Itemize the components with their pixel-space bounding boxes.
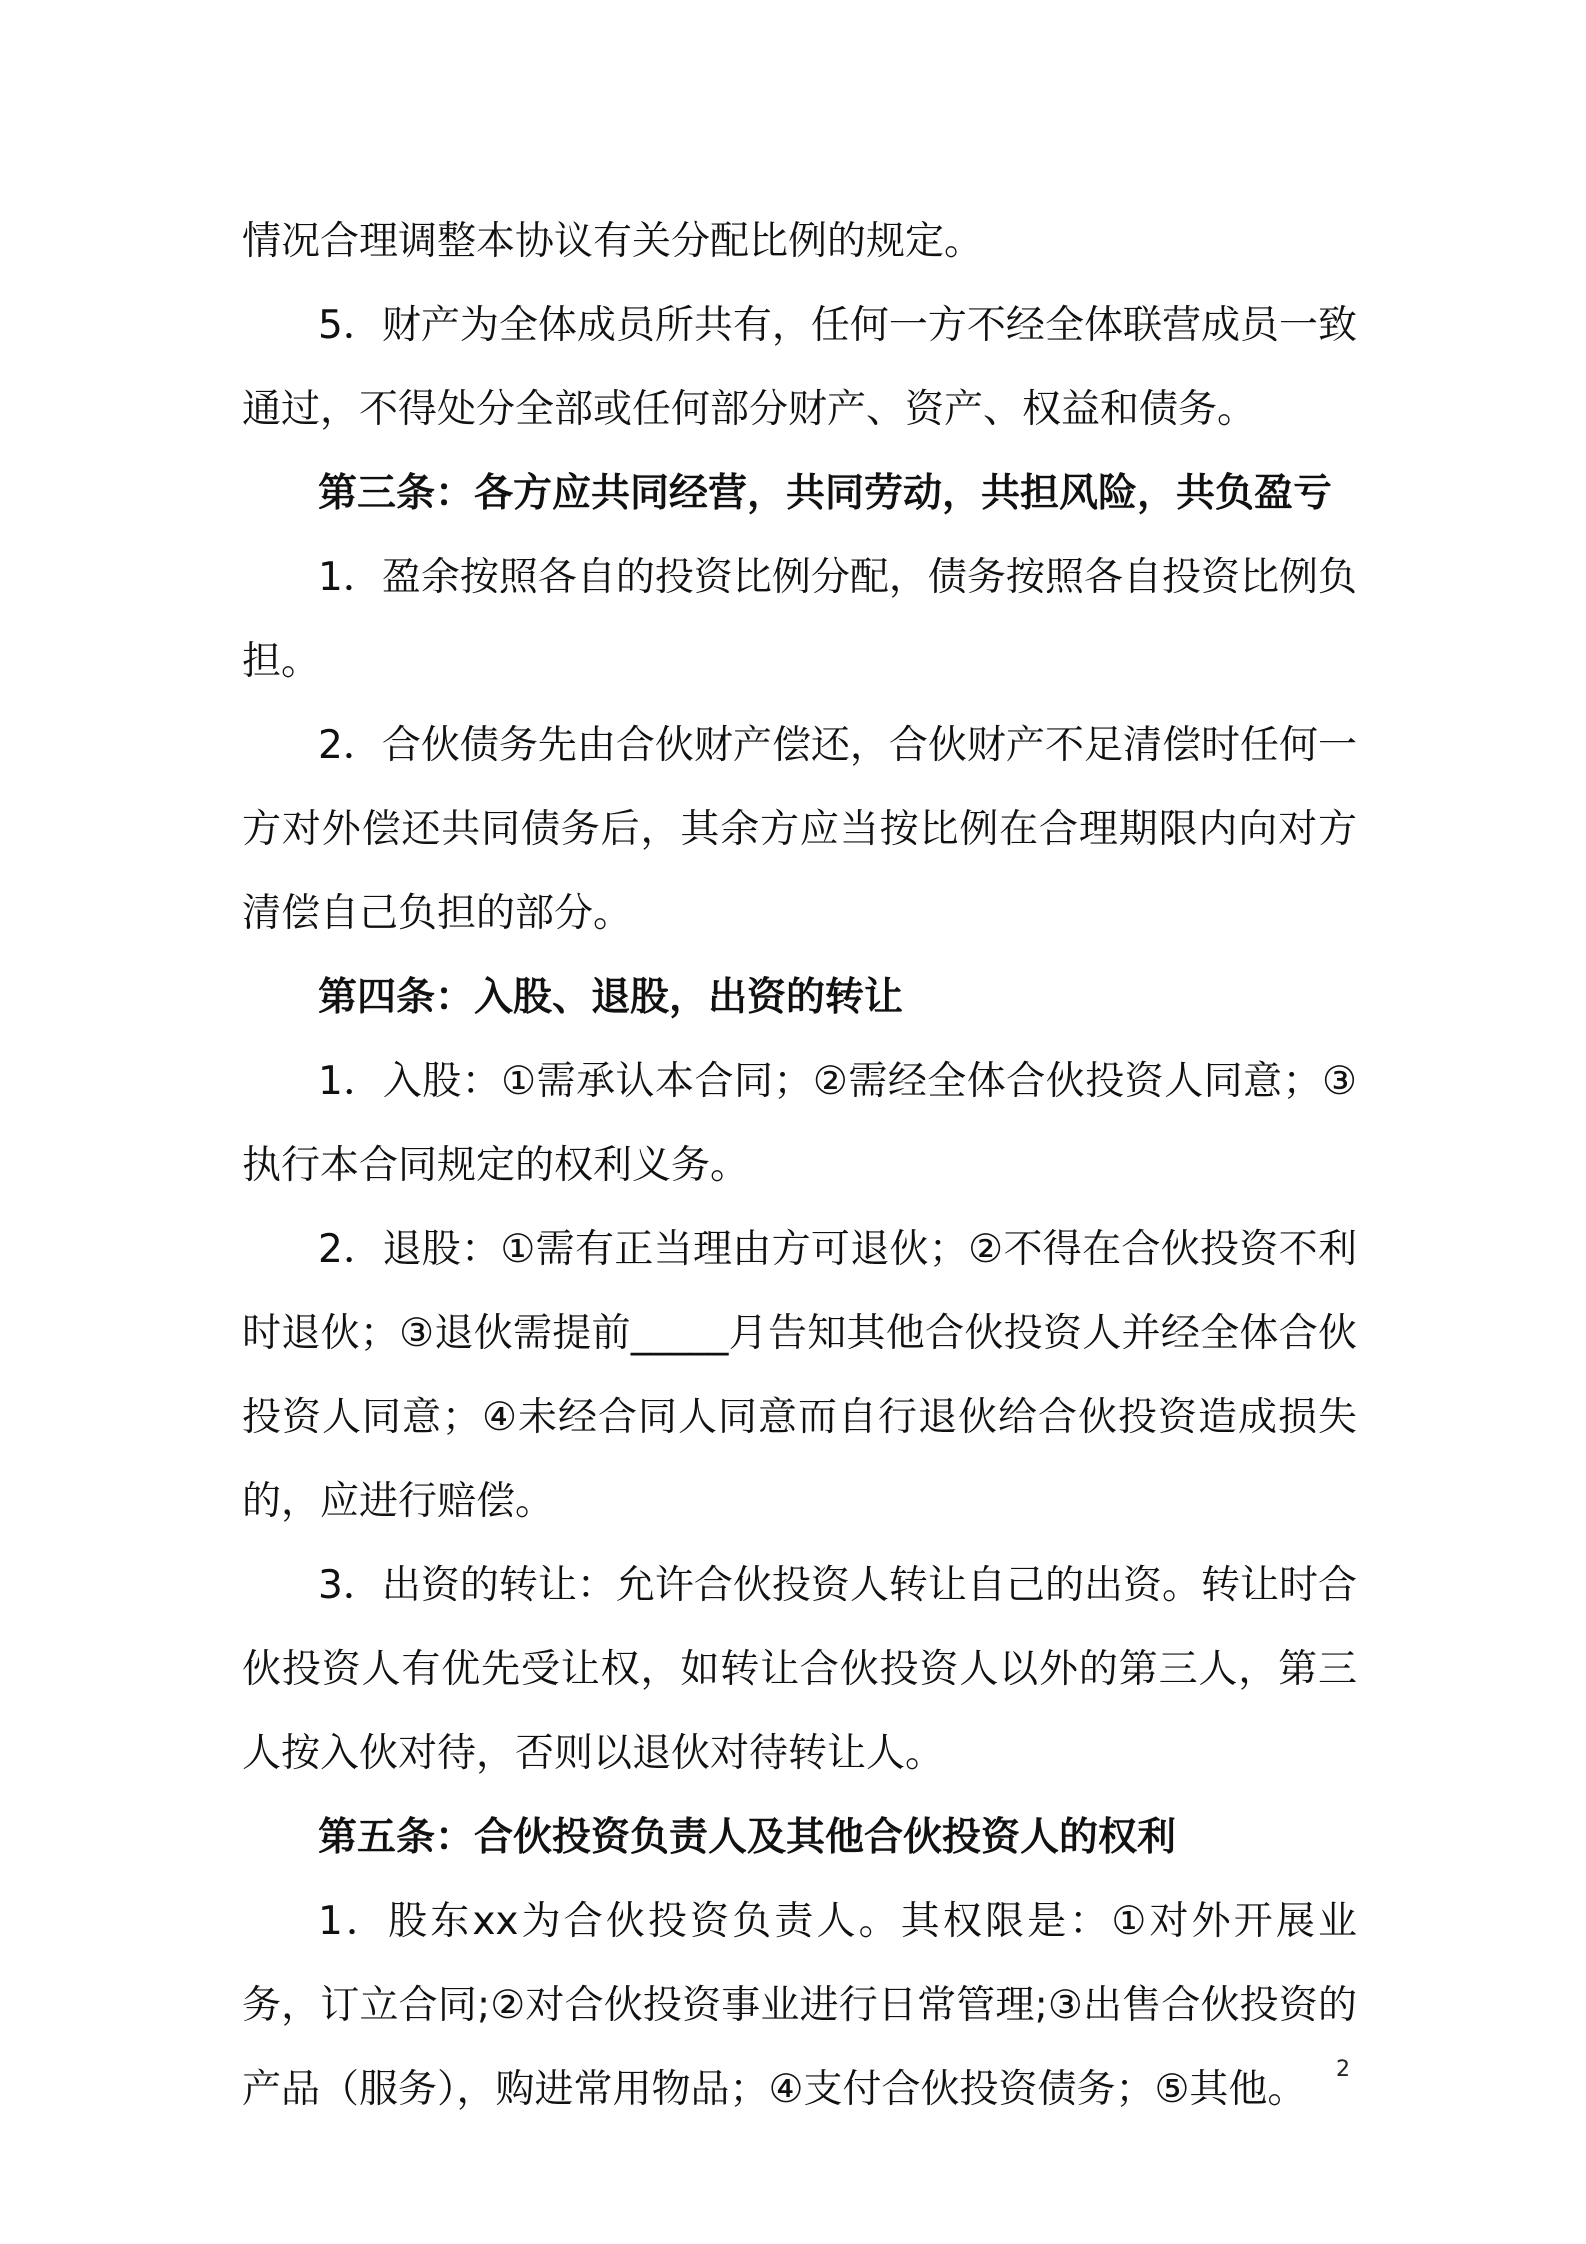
paragraph-article-5-item-1: 1．股东xx为合伙投资负责人。其权限是：①对外开展业务，订立合同;②对合伙投资事业进行日常管理;③出售合伙投资的产品（服务），购进常用物品；④支付合伙投资债务；⑤其他。 bbox=[242, 1899, 1357, 2112]
paragraph-article-3-item-2: 2．合伙债务先由合伙财产偿还，合伙财产不足清偿时任何一方对外偿还共同债务后，其余方应当按比例在合理期限内向对方清偿自己负担的部分。 bbox=[242, 723, 1357, 936]
paragraph-article-4-item-2: 2．退股：①需有正当理由方可退伙；②不得在合伙投资不利时退伙；③退伙需提前_____月告知其他合伙投资人并经全体合伙投资人同意；④未经合同人同意而自行退伙给合伙投资造成损失的，应进行赔偿。 bbox=[242, 1227, 1357, 1524]
article-4-heading: 第四条：入股、退股，出资的转让 bbox=[318, 975, 904, 1020]
paragraph-article-4-item-1: 1．入股：①需承认本合同；②需经全体合伙投资人同意；③执行本合同规定的权利义务。 bbox=[242, 1059, 1357, 1188]
document-body bbox=[242, 200, 1357, 2132]
paragraph-continuation: 情况合理调整本协议有关分配比例的规定。 bbox=[242, 219, 984, 264]
page-number: 2 bbox=[1336, 2057, 1350, 2082]
paragraph-clause-5: 5．财产为全体成员所共有，任何一方不经全体联营成员一致通过，不得处分全部或任何部分财产、资产、权益和债务。 bbox=[242, 303, 1357, 432]
article-5-heading: 第五条：合伙投资负责人及其他合伙投资人的权利 bbox=[318, 1815, 1177, 1860]
paragraph-article-4-item-3: 3．出资的转让：允许合伙投资人转让自己的出资。转让时合伙投资人有优先受让权，如转让合伙投资人以外的第三人，第三人按入伙对待，否则以退伙对待转让人。 bbox=[242, 1563, 1357, 1776]
paragraph-article-3-item-1: 1．盈余按照各自的投资比例分配，债务按照各自投资比例负担。 bbox=[242, 555, 1357, 684]
article-3-heading: 第三条：各方应共同经营，共同劳动，共担风险，共负盈亏 bbox=[318, 471, 1333, 516]
